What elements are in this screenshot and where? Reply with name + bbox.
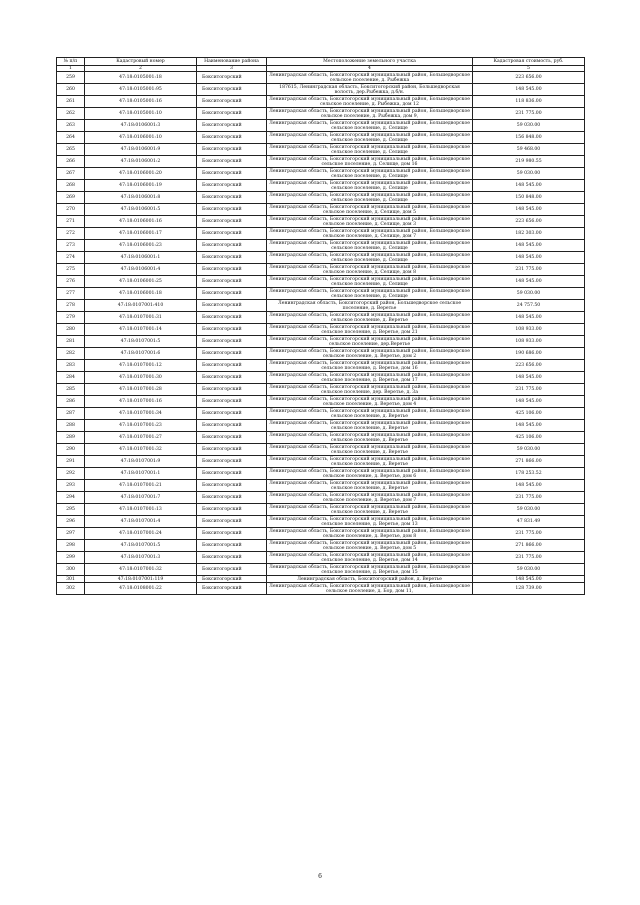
- cadastral-number: 47:18:0107001:28: [85, 384, 197, 396]
- district-name: Бокситогорский: [197, 204, 267, 216]
- row-number: 274: [57, 252, 85, 264]
- district-name: Бокситогорский: [197, 144, 267, 156]
- cadastral-number: 47:18:0106001:1: [85, 252, 197, 264]
- row-number: 293: [57, 480, 85, 492]
- table-row: [57, 408, 585, 420]
- table-row: [57, 72, 585, 84]
- row-number: 264: [57, 132, 85, 144]
- row-number: 272: [57, 228, 85, 240]
- row-number: 267: [57, 168, 85, 180]
- cadastral-number: 47:18:0106001:10: [85, 132, 197, 144]
- cadastral-number: 47:18:0106001:4: [85, 264, 197, 276]
- land-location: Ленинградская область, Бокситогорский муниципальный район, Большедворское сельское поселение, д. Веретье, дом 14: [267, 552, 473, 564]
- cadastral-number: 47:18:0107001:14: [85, 324, 197, 336]
- cadastral-value: 59 030.00: [473, 120, 585, 132]
- district-name: Бокситогорский: [197, 583, 267, 595]
- district-name: Бокситогорский: [197, 576, 267, 583]
- land-location: Ленинградская область, Бокситогорский муниципальный район, Большедворское сельское поселение, д. Селище, дом 5: [267, 204, 473, 216]
- table-row: [57, 120, 585, 132]
- table-row: [57, 348, 585, 360]
- cadastral-value: 148 545.00: [473, 420, 585, 432]
- district-name: Бокситогорский: [197, 492, 267, 504]
- cadastral-number: 47:18:0107001:9: [85, 456, 197, 468]
- table-row: [57, 480, 585, 492]
- header-cadastral-number: Кадастровый номер: [85, 58, 197, 66]
- table-row: [57, 144, 585, 156]
- table-row: [57, 564, 585, 576]
- col-number: 3: [197, 66, 267, 72]
- cadastral-number: 47:18:0106001:17: [85, 228, 197, 240]
- cadastral-value: 118 836.00: [473, 96, 585, 108]
- row-number: 297: [57, 528, 85, 540]
- table-row: [57, 84, 585, 96]
- row-number: 302: [57, 583, 85, 595]
- cadastral-value: 425 106.00: [473, 432, 585, 444]
- land-location: Ленинградская область, Бокситогорский муниципальный район, Большедворское сельское поселение, д. Рыбежка: [267, 72, 473, 84]
- cadastral-value: 148 545.00: [473, 252, 585, 264]
- cadastral-value: 148 545.00: [473, 312, 585, 324]
- land-location: Ленинградская область, Бокситогорский муниципальный район, Большедворское сельское поселение, д. Селище, дом 3: [267, 216, 473, 228]
- table-row: [57, 456, 585, 468]
- district-name: Бокситогорский: [197, 72, 267, 84]
- land-location: Ленинградская область, Бокситогорский муниципальный район, Большедворское сельское поселение, д. Веретье, дом 6: [267, 468, 473, 480]
- cadastral-value: 59 030.00: [473, 504, 585, 516]
- table-row: [57, 156, 585, 168]
- cadastral-value: 231 775.00: [473, 528, 585, 540]
- table-row: [57, 540, 585, 552]
- header-num: № п/п: [57, 58, 85, 66]
- table-row: [57, 192, 585, 204]
- district-name: Бокситогорский: [197, 288, 267, 300]
- land-location: Ленинградская область, Бокситогорский муниципальный район, Большедворское сельское поселение, д. Селище: [267, 144, 473, 156]
- district-name: Бокситогорский: [197, 372, 267, 384]
- table-row: [57, 336, 585, 348]
- cadastral-value: 24 757.50: [473, 300, 585, 312]
- district-name: Бокситогорский: [197, 480, 267, 492]
- district-name: Бокситогорский: [197, 300, 267, 312]
- land-location: Ленинградская область, Бокситогорский муниципальный район, Большедворское сельское поселение, д. Веретье: [267, 408, 473, 420]
- row-number: 277: [57, 288, 85, 300]
- cadastral-number: 47:18:0107001:32: [85, 564, 197, 576]
- district-name: Бокситогорский: [197, 120, 267, 132]
- col-number: 4: [267, 66, 473, 72]
- district-name: Бокситогорский: [197, 456, 267, 468]
- land-location: Ленинградская область, Бокситогорский муниципальный район, Большедворское сельское поселение, д. Селище: [267, 168, 473, 180]
- row-number: 276: [57, 276, 85, 288]
- district-name: Бокситогорский: [197, 216, 267, 228]
- cadastral-value: 271 866.00: [473, 540, 585, 552]
- cadastral-number: 47:18:0107001:7: [85, 492, 197, 504]
- row-number: 261: [57, 96, 85, 108]
- table-row: [57, 444, 585, 456]
- land-location: Ленинградская область, Бокситогорский муниципальный район, Большедворское сельское поселение, д. Рыбежка, дом 9,: [267, 108, 473, 120]
- cadastral-value: 148 545.00: [473, 276, 585, 288]
- cadastral-number: 47:18:0107001:13: [85, 504, 197, 516]
- land-location: Ленинградская область, Бокситогорский район, д. Веретье: [267, 576, 473, 583]
- table-row: [57, 288, 585, 300]
- cadastral-number: 47:18:0106001:3: [85, 120, 197, 132]
- row-number: 292: [57, 468, 85, 480]
- land-location: Ленинградская область, Бокситогорский муниципальный район, Большедворское сельское поселение, д. Рыбежка, дом 12: [267, 96, 473, 108]
- district-name: Бокситогорский: [197, 516, 267, 528]
- cadastral-number: 47:18:0106001:2: [85, 156, 197, 168]
- cadastral-value: 148 545.00: [473, 480, 585, 492]
- table-row: [57, 583, 585, 595]
- cadastral-number: 47:18:0106001:8: [85, 192, 197, 204]
- table-row: [57, 240, 585, 252]
- district-name: Бокситогорский: [197, 420, 267, 432]
- district-name: Бокситогорский: [197, 552, 267, 564]
- row-number: 300: [57, 564, 85, 576]
- table-row: [57, 216, 585, 228]
- header-row: [57, 58, 585, 66]
- district-name: Бокситогорский: [197, 540, 267, 552]
- row-number: 299: [57, 552, 85, 564]
- row-number: 259: [57, 72, 85, 84]
- cadastral-value: 148 545.00: [473, 240, 585, 252]
- cadastral-number: 47:18:0107001:23: [85, 420, 197, 432]
- district-name: Бокситогорский: [197, 156, 267, 168]
- row-number: 263: [57, 120, 85, 132]
- land-location: Ленинградская область, Бокситогорский муниципальный район, Большедворское сельское поселение, д. Селище: [267, 120, 473, 132]
- table-row: [57, 324, 585, 336]
- land-location: Ленинградская область, Бокситогорский муниципальный район, Большедворское сельское поселение, д. Селище: [267, 276, 473, 288]
- cadastral-number: 47:18:0105001:18: [85, 72, 197, 84]
- district-name: Бокситогорский: [197, 384, 267, 396]
- cadastral-value: 219 980.55: [473, 156, 585, 168]
- table-row: [57, 360, 585, 372]
- row-number: 296: [57, 516, 85, 528]
- district-name: Бокситогорский: [197, 96, 267, 108]
- cadastral-value: 150 848.00: [473, 192, 585, 204]
- table-row: [57, 576, 585, 583]
- cadastral-number: 47:18:0107001:1: [85, 468, 197, 480]
- district-name: Бокситогорский: [197, 408, 267, 420]
- cadastral-number: 47:18:0105001:16: [85, 96, 197, 108]
- cadastral-value-table: [56, 57, 585, 595]
- header-district: Наименование района: [197, 58, 267, 66]
- cadastral-value: 231 775.00: [473, 264, 585, 276]
- cadastral-value: 182 303.00: [473, 228, 585, 240]
- table-row: [57, 204, 585, 216]
- row-number: 284: [57, 372, 85, 384]
- cadastral-number: 47:18:0106001:23: [85, 240, 197, 252]
- cadastral-value: 190 686.00: [473, 348, 585, 360]
- cadastral-value: 223 656.00: [473, 360, 585, 372]
- cadastral-value: 148 545.00: [473, 204, 585, 216]
- land-location: Ленинградская область, Бокситогорский муниципальный район, Большедворское сельское поселение, д. Веретье: [267, 504, 473, 516]
- table-row: [57, 384, 585, 396]
- row-number: 271: [57, 216, 85, 228]
- row-number: 294: [57, 492, 85, 504]
- table-row: [57, 276, 585, 288]
- land-location: Ленинградская область, Бокситогорский муниципальный район, Большедворское сельское поселение, д. Веретье, дом 4: [267, 396, 473, 408]
- cadastral-number: 47:18:0107001:12: [85, 360, 197, 372]
- cadastral-number: 47:18:0107001:30: [85, 372, 197, 384]
- cadastral-number: 47:18:0107001:34: [85, 408, 197, 420]
- row-number: 283: [57, 360, 85, 372]
- row-number: 280: [57, 324, 85, 336]
- cadastral-value: 59 030.00: [473, 444, 585, 456]
- land-location: Ленинградская область, Бокситогорский муниципальный район, Большедворское сельское поселение, д. Селище: [267, 252, 473, 264]
- cadastral-value: 271 866.00: [473, 456, 585, 468]
- land-location: Ленинградская область, Бокситогорский муниципальный район, Большедворское сельское поселение, д. Селище: [267, 192, 473, 204]
- district-name: Бокситогорский: [197, 348, 267, 360]
- district-name: Бокситогорский: [197, 444, 267, 456]
- col-number: 2: [85, 66, 197, 72]
- land-location: Ленинградская область, Бокситогорский муниципальный район, Большедворское сельское поселение, дер.Веретье: [267, 336, 473, 348]
- cadastral-value: 148 545.00: [473, 576, 585, 583]
- table-row: [57, 372, 585, 384]
- cadastral-number: 47:18:0106001:5: [85, 204, 197, 216]
- cadastral-number: 47:18:0107001:119: [85, 576, 197, 583]
- table-row: [57, 96, 585, 108]
- cadastral-value: 178 253.52: [473, 468, 585, 480]
- cadastral-value: 223 656.00: [473, 216, 585, 228]
- col-number: 1: [57, 66, 85, 72]
- cadastral-number: 47:18:0106001:20: [85, 168, 197, 180]
- cadastral-number: 47:18:0106001:9: [85, 144, 197, 156]
- land-location: Ленинградская область, Бокситогорский муниципальный район, Большедворское сельское поселение, д. Веретье: [267, 312, 473, 324]
- table-row: [57, 312, 585, 324]
- cadastral-value: 223 656.00: [473, 72, 585, 84]
- row-number: 291: [57, 456, 85, 468]
- land-location: Ленинградская область, Бокситогорский муниципальный район, Большедворское сельское поселение, д. Веретье, дом 7: [267, 492, 473, 504]
- land-location: 187615, Ленинградская область, Бокситогорский район, Большедворская волость, дер.Рыбежка, д.б/н.: [267, 84, 473, 96]
- table-row: [57, 528, 585, 540]
- land-location: Ленинградская область, Бокситогорский муниципальный район, Большедворское сельское поселение, д. Веретье: [267, 480, 473, 492]
- row-number: 273: [57, 240, 85, 252]
- district-name: Бокситогорский: [197, 432, 267, 444]
- district-name: Бокситогорский: [197, 168, 267, 180]
- land-location: Ленинградская область, Бокситогорский муниципальный район, Большедворское сельское поселение, д. Веретье, дом 5: [267, 540, 473, 552]
- table-row: [57, 252, 585, 264]
- cadastral-value: 59 030.00: [473, 288, 585, 300]
- table-row: [57, 180, 585, 192]
- district-name: Бокситогорский: [197, 396, 267, 408]
- district-name: Бокситогорский: [197, 264, 267, 276]
- row-number: 301: [57, 576, 85, 583]
- cadastral-number: 47:18:0107001:410: [85, 300, 197, 312]
- row-number: 269: [57, 192, 85, 204]
- land-location: Ленинградская область, Бокситогорский муниципальный район, Большедворское сельское поселение, д. Веретье, дом 2: [267, 348, 473, 360]
- land-location: Ленинградская область, Бокситогорский муниципальный район, Большедворское сельское поселение, д. Веретье: [267, 444, 473, 456]
- cadastral-number: 47:18:0107001:3: [85, 552, 197, 564]
- table-row: [57, 264, 585, 276]
- land-location: Ленинградская область, Бокситогорский муниципальный район, Большедворское сельское поселение, д. Веретье, дом 16: [267, 360, 473, 372]
- district-name: Бокситогорский: [197, 336, 267, 348]
- table-row: [57, 108, 585, 120]
- cadastral-value: 148 545.00: [473, 84, 585, 96]
- row-number: 286: [57, 396, 85, 408]
- row-number: 266: [57, 156, 85, 168]
- cadastral-value: 148 545.00: [473, 396, 585, 408]
- row-number: 278: [57, 300, 85, 312]
- cadastral-value: 231 775.00: [473, 552, 585, 564]
- district-name: Бокситогорский: [197, 132, 267, 144]
- cadastral-value: 425 106.00: [473, 408, 585, 420]
- cadastral-number: 47:18:0108001:22: [85, 583, 197, 595]
- district-name: Бокситогорский: [197, 108, 267, 120]
- district-name: Бокситогорский: [197, 528, 267, 540]
- land-location: Ленинградская область, Бокситогорский муниципальный район, Большедворское сельское поселение, дер. Веретье, д. 3а: [267, 384, 473, 396]
- cadastral-number: 47:18:0107001:16: [85, 396, 197, 408]
- table-row: [57, 396, 585, 408]
- district-name: Бокситогорский: [197, 312, 267, 324]
- district-name: Бокситогорский: [197, 468, 267, 480]
- cadastral-number: 47:18:0106001:19: [85, 180, 197, 192]
- col-number: 5: [473, 66, 585, 72]
- cadastral-number: 47:18:0107001:5: [85, 336, 197, 348]
- cadastral-number: 47:18:0107001:21: [85, 480, 197, 492]
- land-location: Ленинградская область, Бокситогорский муниципальный район, Большедворское сельское поселение, д. Веретье, дом 17: [267, 372, 473, 384]
- cadastral-number: 47:18:0106001:16: [85, 216, 197, 228]
- row-number: 287: [57, 408, 85, 420]
- district-name: Бокситогорский: [197, 564, 267, 576]
- cadastral-number: 47:18:0107001:5: [85, 540, 197, 552]
- land-location: Ленинградская область, Бокситогорский муниципальный район, Большедворское сельское поселение, д. Селище: [267, 288, 473, 300]
- district-name: Бокситогорский: [197, 228, 267, 240]
- row-number: 268: [57, 180, 85, 192]
- cadastral-number: 47:18:0107001:24: [85, 528, 197, 540]
- cadastral-number: 47:18:0105001:95: [85, 84, 197, 96]
- cadastral-value: 108 933.00: [473, 324, 585, 336]
- table-row: [57, 300, 585, 312]
- district-name: Бокситогорский: [197, 252, 267, 264]
- table-row: [57, 432, 585, 444]
- land-location: Ленинградская область, Бокситогорский муниципальный район, Большедворское сельское поселение, д. Селище, дом 16: [267, 156, 473, 168]
- row-number: 295: [57, 504, 85, 516]
- row-number: 279: [57, 312, 85, 324]
- land-location: Ленинградская область, Бокситогорский район, Большедворское сельское поселение, д. Веретье: [267, 300, 473, 312]
- cadastral-value: 59 468.00: [473, 144, 585, 156]
- row-number: 282: [57, 348, 85, 360]
- district-name: Бокситогорский: [197, 360, 267, 372]
- row-number: 289: [57, 432, 85, 444]
- cadastral-value: 128 739.00: [473, 583, 585, 595]
- row-number: 262: [57, 108, 85, 120]
- cadastral-number: 47:18:0107001:6: [85, 348, 197, 360]
- cadastral-value: 156 848.00: [473, 132, 585, 144]
- cadastral-value: 148 545.00: [473, 180, 585, 192]
- cadastral-value: 148 545.00: [473, 372, 585, 384]
- row-number: 281: [57, 336, 85, 348]
- cadastral-number: 47:18:0106001:25: [85, 276, 197, 288]
- land-location: Ленинградская область, Бокситогорский муниципальный район, Большедворское сельское поселение, д. Селище, дом 7: [267, 228, 473, 240]
- page-number: 6: [318, 873, 322, 880]
- land-location: Ленинградская область, Бокситогорский муниципальный район, Большедворское сельское поселение, д. Веретье: [267, 432, 473, 444]
- cadastral-number: 47:18:0106001:18: [85, 288, 197, 300]
- district-name: Бокситогорский: [197, 504, 267, 516]
- cadastral-number: 47:18:0107001:32: [85, 444, 197, 456]
- row-number: 275: [57, 264, 85, 276]
- district-name: Бокситогорский: [197, 180, 267, 192]
- land-location: Ленинградская область, Бокситогорский муниципальный район, Большедворское сельское поселение, д. Селище: [267, 240, 473, 252]
- cadastral-value: 231 775.00: [473, 384, 585, 396]
- land-location: Ленинградская область, Бокситогорский муниципальный район, Большедворское сельское поселение, д. Веретье, дом 8: [267, 528, 473, 540]
- land-location: Ленинградская область, Бокситогорский муниципальный район, Большедворское сельское поселение, д. Селище: [267, 180, 473, 192]
- district-name: Бокситогорский: [197, 324, 267, 336]
- land-location: Ленинградская область, Бокситогорский муниципальный район, Большедворское сельское поселение, д. Веретье, дом 21: [267, 324, 473, 336]
- row-number: 270: [57, 204, 85, 216]
- land-location: Ленинградская область, Бокситогорский муниципальный район, Большедворское сельское поселение, д. Веретье, дом 15: [267, 564, 473, 576]
- row-number: 288: [57, 420, 85, 432]
- header-cadastral-value: Кадастровая стоимость, руб.: [473, 58, 585, 66]
- row-number: 285: [57, 384, 85, 396]
- header-location: Местоположение земельного участка: [267, 58, 473, 66]
- row-number: 298: [57, 540, 85, 552]
- table-row: [57, 228, 585, 240]
- table-row: [57, 132, 585, 144]
- district-name: Бокситогорский: [197, 192, 267, 204]
- table-row: [57, 420, 585, 432]
- row-number: 290: [57, 444, 85, 456]
- land-location: Ленинградская область, Бокситогорский муниципальный район, Большедворское сельское поселение, д. Селище: [267, 132, 473, 144]
- table-row: [57, 504, 585, 516]
- table-row: [57, 516, 585, 528]
- cadastral-number: 47:18:0105001:10: [85, 108, 197, 120]
- land-location: Ленинградская область, Бокситогорский муниципальный район, Большедворское сельское поселение, д. Веретье, дом 13: [267, 516, 473, 528]
- cadastral-value: 108 933.00: [473, 336, 585, 348]
- table-row: [57, 468, 585, 480]
- table-row: [57, 168, 585, 180]
- cadastral-number: 47:18:0107001:27: [85, 432, 197, 444]
- cadastral-value: 59 030.00: [473, 168, 585, 180]
- district-name: Бокситогорский: [197, 84, 267, 96]
- district-name: Бокситогорский: [197, 276, 267, 288]
- cadastral-value: 59 030.00: [473, 564, 585, 576]
- land-location: Ленинградская область, Бокситогорский муниципальный район, Большедворское сельское поселение, д. Бор, дом 11,: [267, 583, 473, 595]
- land-location: Ленинградская область, Бокситогорский муниципальный район, Большедворское сельское поселение, д. Селище, дом 8: [267, 264, 473, 276]
- cadastral-number: 47:18:0107001:31: [85, 312, 197, 324]
- cadastral-value: 231 775.00: [473, 492, 585, 504]
- district-name: Бокситогорский: [197, 240, 267, 252]
- land-location: Ленинградская область, Бокситогорский муниципальный район, Большедворское сельское поселение, д. Веретье: [267, 456, 473, 468]
- cadastral-number: 47:18:0107001:4: [85, 516, 197, 528]
- land-location: Ленинградская область, Бокситогорский муниципальный район, Большедворское сельское поселение, д. Веретье: [267, 420, 473, 432]
- table-row: [57, 492, 585, 504]
- table-body: [57, 72, 585, 595]
- cadastral-value: 231 775.00: [473, 108, 585, 120]
- row-number: 260: [57, 84, 85, 96]
- table-row: [57, 552, 585, 564]
- cadastral-value: 47 831.49: [473, 516, 585, 528]
- row-number: 265: [57, 144, 85, 156]
